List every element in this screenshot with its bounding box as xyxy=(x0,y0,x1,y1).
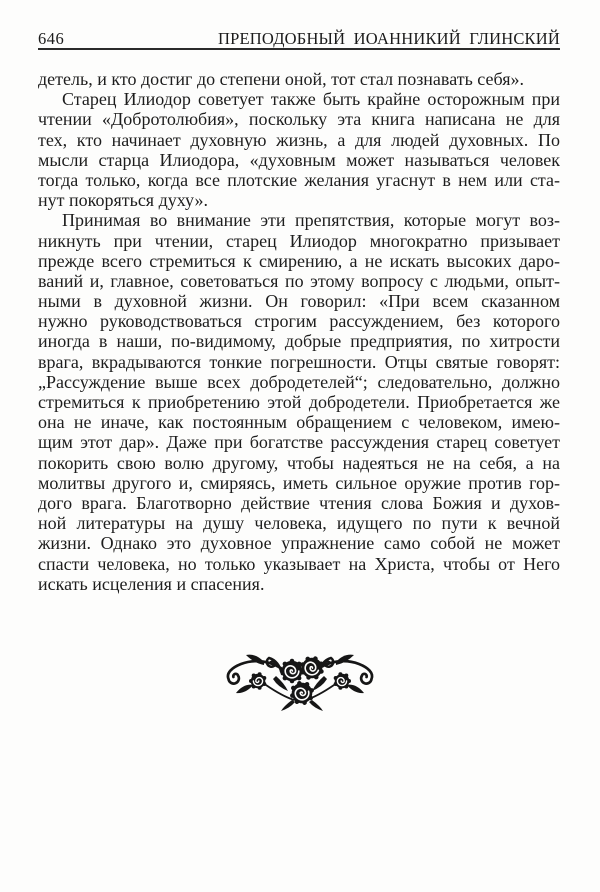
running-title: ПРЕПОДОБНЫЙ ИОАННИКИЙ ГЛИНСКИЙ xyxy=(218,29,560,48)
text-line: ваний и, главное, советоваться по этому вопросу с людьми, опыт- xyxy=(38,270,560,291)
text-line: стремиться к приобретению этой добродетели. Приобретается же xyxy=(38,392,560,412)
page-number: 646 xyxy=(38,29,65,48)
text-block xyxy=(38,69,560,594)
text-line: нужно руководствоваться строгим рассуждением, без которого xyxy=(38,311,560,332)
text-line: жизни. Однако это духовное упражнение само собой не может xyxy=(38,533,560,554)
text-line: „Рассуждение выше всех добродетелей“; следовательно, должно xyxy=(38,371,560,392)
text-line: тех, кто начинает духовную жизнь, а для людей духовных. По xyxy=(38,129,560,150)
text-line: никнуть при чтении, старец Илиодор многократно призывает xyxy=(38,230,560,251)
page-header xyxy=(38,30,560,48)
text-line: щим этот дар». Даже при богатстве рассуждения старец советует xyxy=(38,432,560,453)
text-line: ной литературы на душу человека, идущего по пути к вечной xyxy=(38,513,560,534)
text-line: нут покоряться духу». xyxy=(38,190,209,211)
text-line: Старец Илиодор советует также быть крайне осторожным при xyxy=(62,89,560,110)
text-line: она не иначе, как постоянным обращением с человеком, имею- xyxy=(38,412,560,433)
text-line: ными в духовной жизни. Он говорил: «При всем сказанном xyxy=(38,291,560,312)
text-line: молитвы другого и, смиряясь, иметь сильное оружие против гор- xyxy=(38,472,560,493)
text-line: покорить свою волю другому, чтобы надеяться не на себя, а на xyxy=(38,452,560,473)
header-rule xyxy=(38,48,560,50)
text-line: прежде всего стремиться к смирению, а не искать высоких даро- xyxy=(38,250,560,271)
text-line: чтении «Добротолюбия», поскольку эта книга написана не для xyxy=(38,109,560,130)
text-line: Принимая во внимание эти препятствия, которые могут воз- xyxy=(62,210,560,231)
text-line: иногда в наши, по-видимому, добрые предприятия, по хитрости xyxy=(38,331,560,352)
text-line: искать исцеления и спасения. xyxy=(38,573,265,594)
text-line: тогда только, когда все плотские желания угаснут в нем или ста- xyxy=(38,169,560,190)
text-line: спасти человека, но только указывает на Христа, чтобы от Него xyxy=(38,553,560,574)
text-line: дого врага. Благотворно действие чтения слова Божия и духов- xyxy=(38,492,560,513)
text-line: детель, и кто достиг до степени оной, тот стал познавать себя». xyxy=(38,69,524,89)
floral-ornament-icon xyxy=(208,652,392,712)
text-line: мысли старца Илиодора, «духовным может называться человек xyxy=(38,149,560,170)
text-line: врага, вкрадываются тонкие погрешности. Отцы святые говорят: xyxy=(38,351,560,372)
